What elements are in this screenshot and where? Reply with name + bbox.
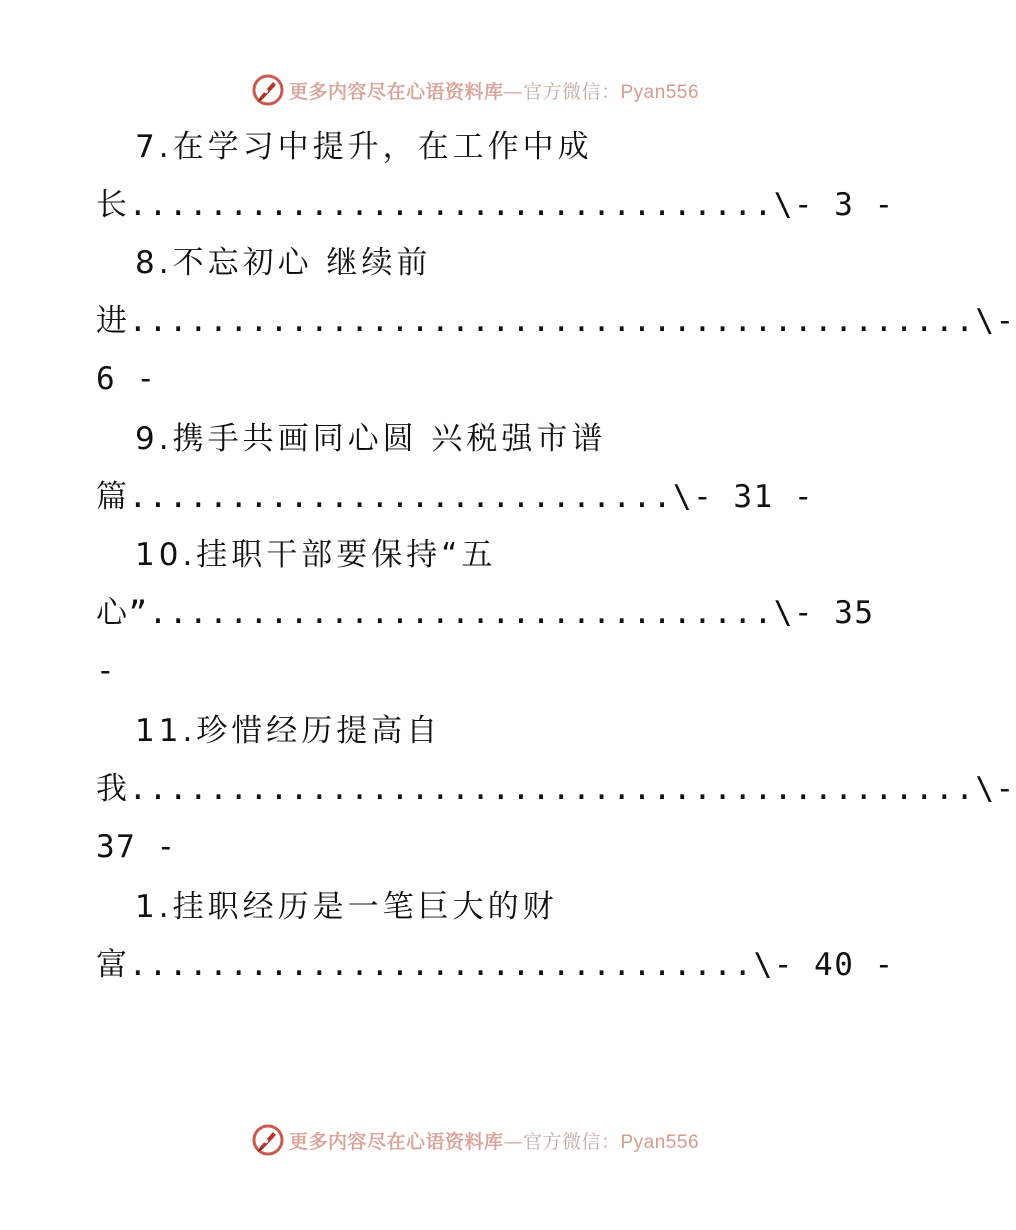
toc-entry-leader: 心”...............................\- 35 bbox=[96, 595, 875, 631]
toc-entry-leader: 富...............................\- 40 - bbox=[96, 947, 895, 983]
quill-logo-icon bbox=[251, 1123, 285, 1157]
footer-watermark bbox=[0, 1120, 950, 1160]
toc-entry-page: - bbox=[96, 653, 117, 689]
watermark-text: 更多内容尽在心语资料库—官方微信：Pyan556 bbox=[288, 1130, 700, 1153]
toc-entry-page: 37 - bbox=[96, 829, 177, 865]
watermark-text: 更多内容尽在心语资料库—官方微信：Pyan556 bbox=[288, 80, 700, 103]
toc-entry-title: 11.珍惜经历提高自 bbox=[135, 713, 442, 749]
toc-entry-title: 10.挂职干部要保持“五 bbox=[135, 537, 497, 573]
toc-entry-title: 9.携手共画同心圆 兴税强市谱 bbox=[135, 421, 607, 457]
toc-entry-title: 1.挂职经历是一笔巨大的财 bbox=[135, 889, 558, 925]
toc-entry-title: 7.在学习中提升，在工作中成 bbox=[135, 129, 593, 165]
toc-entry-leader: 进..........................................\- bbox=[96, 303, 1016, 339]
toc-entry-leader: 长................................\- 3 - bbox=[96, 187, 895, 223]
toc-entry-leader: 我..........................................\- bbox=[96, 771, 1016, 807]
toc-entry-title: 8.不忘初心 继续前 bbox=[135, 245, 432, 281]
toc-entry-page: 6 - bbox=[96, 361, 157, 397]
toc-entry-leader: 篇...........................\- 31 - bbox=[96, 479, 815, 515]
